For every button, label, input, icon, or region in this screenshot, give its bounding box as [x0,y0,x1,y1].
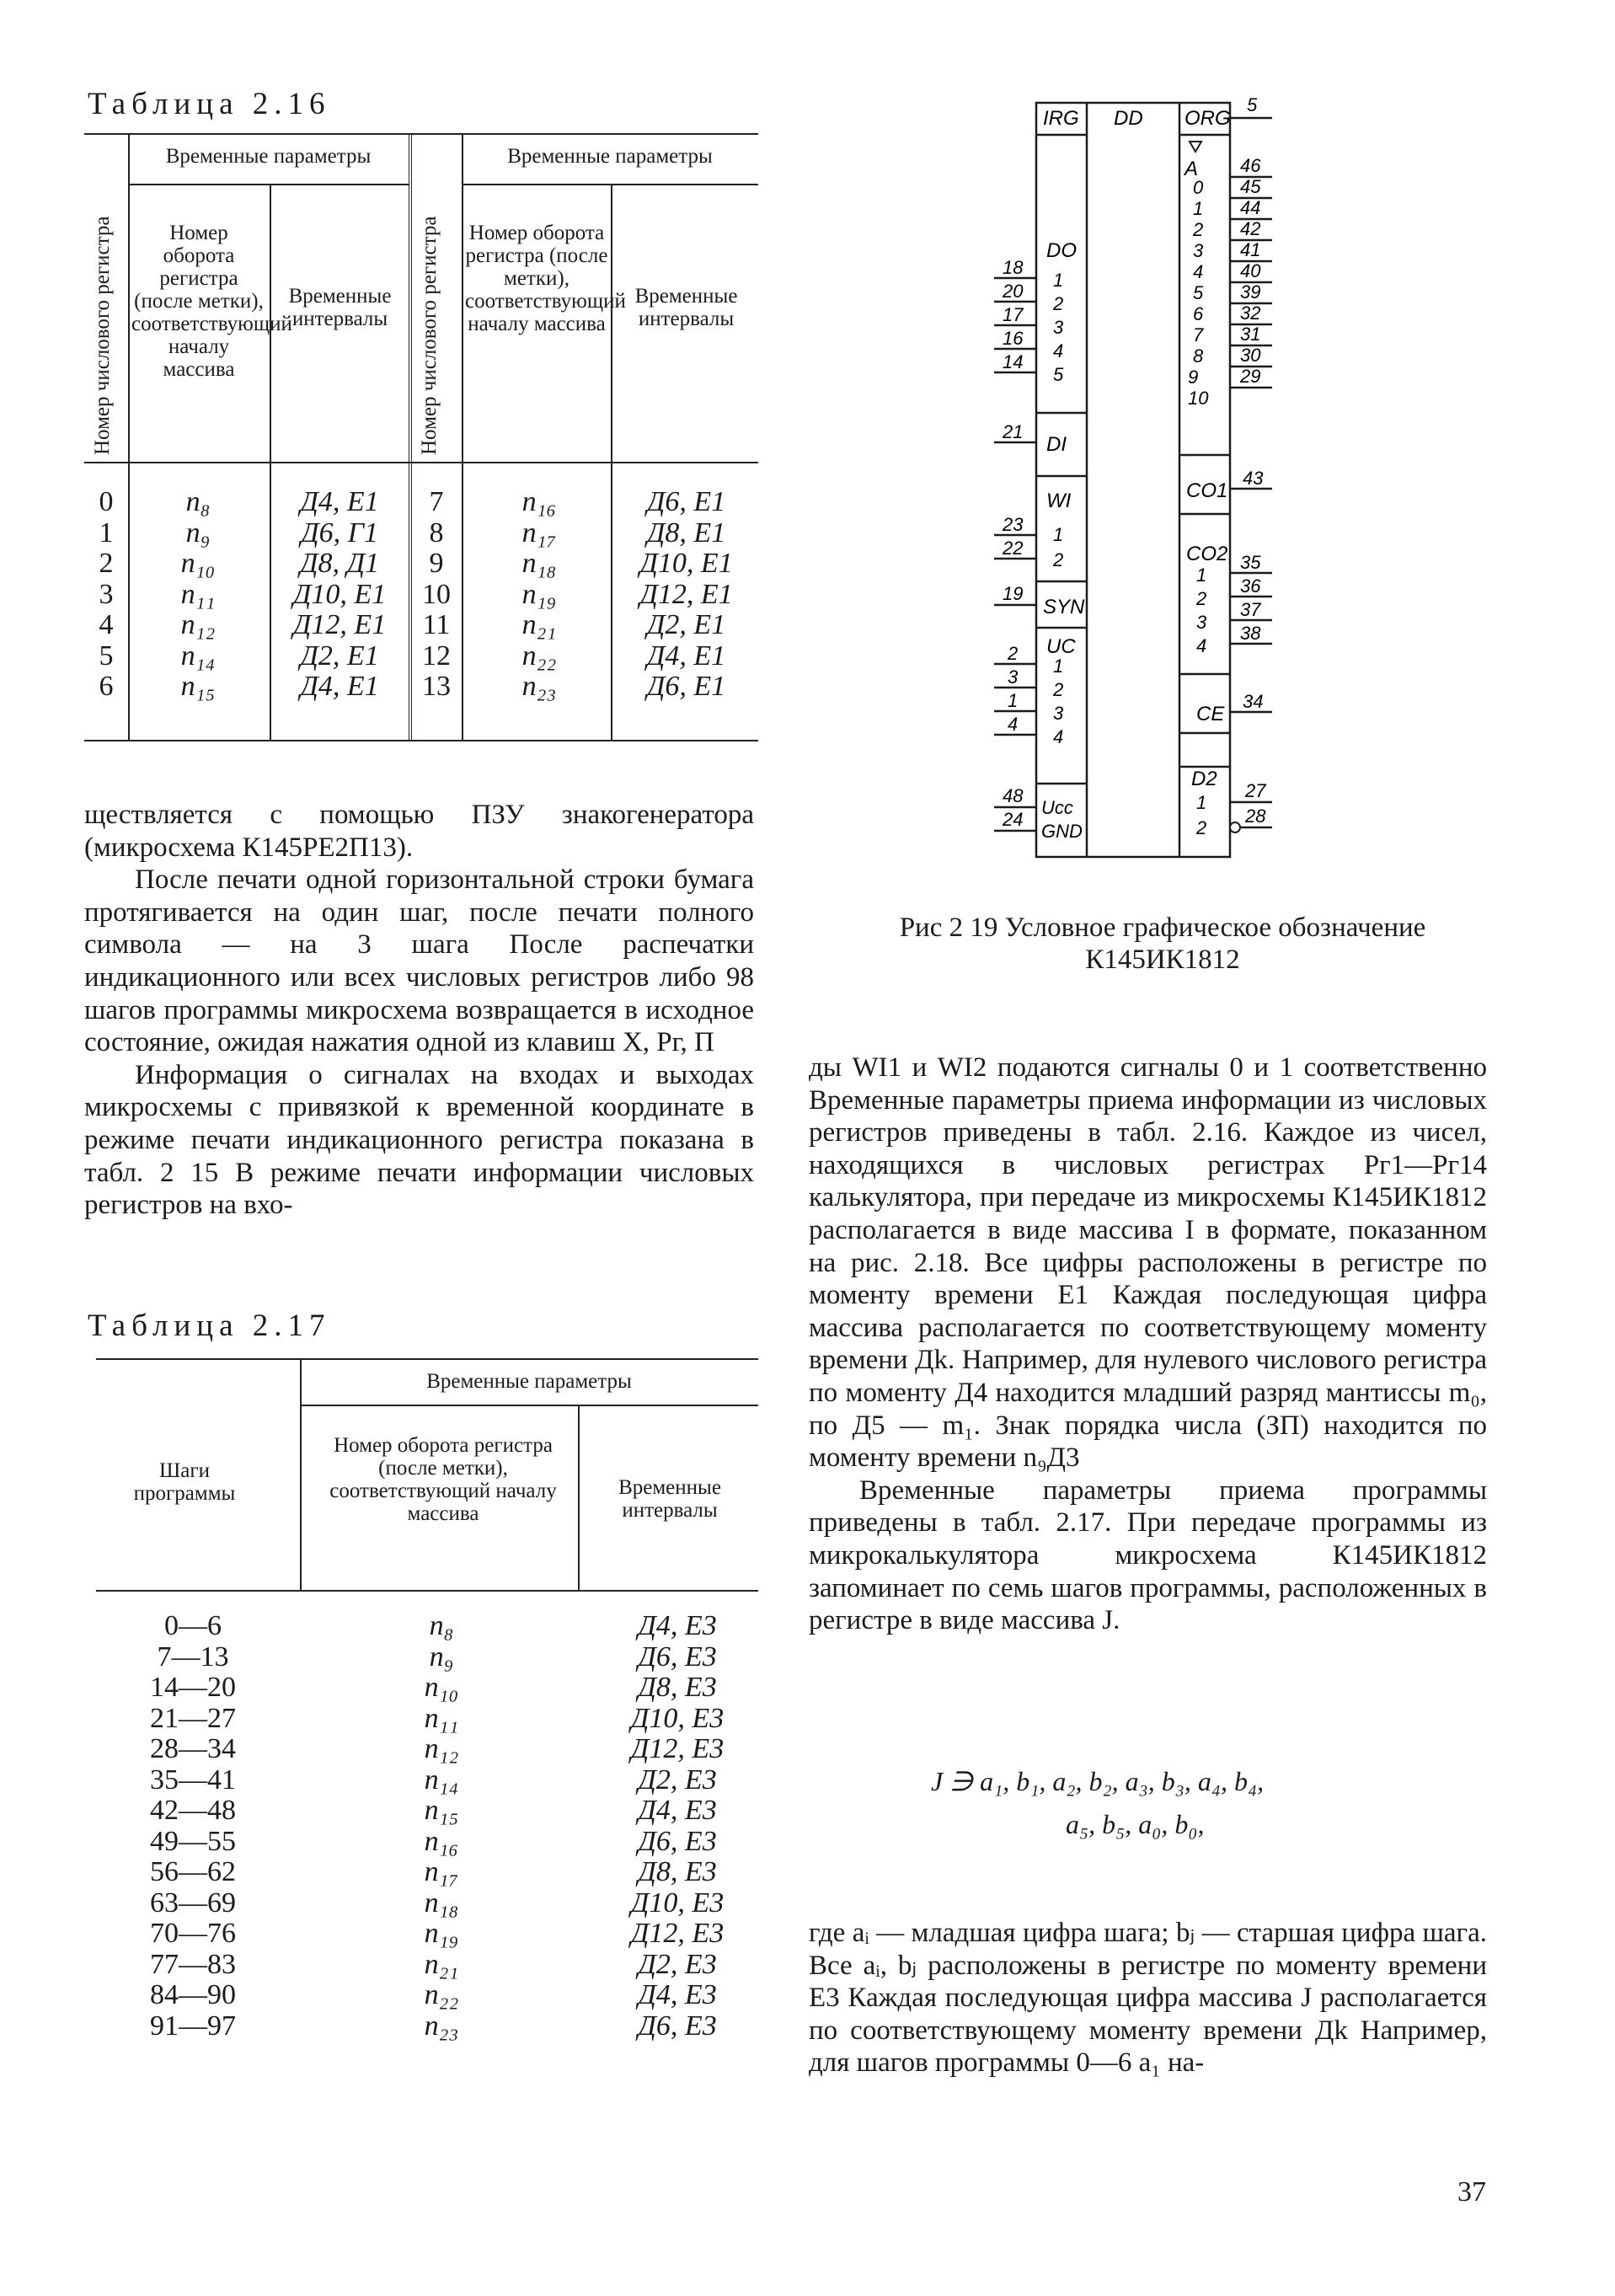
pin-label: 28 [1245,805,1266,827]
pin-label: 44 [1240,197,1261,218]
table-cell: Д8, Е3 [638,1856,717,1887]
pin-label: 22 [1003,538,1024,559]
table-cell: Д2, Е1 [300,640,379,672]
a-digit: 8 [1193,345,1204,367]
table-cell: Д8, Е3 [638,1672,717,1703]
a-digit: 7 [1193,324,1204,345]
pin-label: 34 [1243,691,1264,712]
pin-label: 3 [1008,666,1019,688]
pin-label: 40 [1240,260,1261,281]
table-cell: Д12, Е3 [630,1918,725,1949]
table-cell: Д2, Е3 [638,1763,717,1796]
pin-label: 41 [1240,239,1261,260]
a-digit: 0 [1193,177,1204,198]
table-cell: 56—62 [150,1856,236,1887]
gnd-label: GND [1041,821,1083,842]
table16-col-register-right: Номер числового регистра [418,216,441,455]
table-cell: n₁₅ [180,671,216,702]
page-number: 37 [1457,2176,1486,2208]
table-cell: Д2, Е1 [646,609,726,640]
table-cell: n₂₁ [424,1948,459,1980]
paragraph: ды WI1 и WI2 подаются сигналы 0 и 1 соответственно Временные параметры приема информации из числовых регистров приведены в табл. 2.16. Каждое из чисел, находящихся в числовых регистрах Рг1—Рг14 калькулятора, при передаче из микросхемы К145ИК1812 располагается в виде массива I в формате, показанном на рис. 2.18. Все цифры расположены в регистре по моменту времени Е1 Каждая последующая цифра массива располагается по соответствующему моменту времени Дk. Например, для нулевого числового регистра по моменту Д4 находится младший разряд мантиссы m₀, по Д5 — m₁. Знак порядка числа (ЗП) находится по моменту времени n₉Д3 [809,1052,1487,1474]
table16-right-registers [414,487,458,703]
table16-right-intervals [617,487,756,703]
table-cell: 9 [429,548,444,579]
table-cell: 12 [422,640,451,672]
d2-label: D2 [1191,768,1217,790]
table-cell: 70—76 [150,1918,236,1949]
table17-group-header: Временные параметры [426,1370,632,1393]
table-cell: 0 [99,486,114,517]
pin-label: 14 [1003,351,1024,372]
pin-label: 45 [1240,176,1261,197]
uc-digit: 2 [1053,679,1064,700]
table-cell: 3 [99,578,114,610]
table-cell: n₁₁ [424,1702,459,1734]
table-cell: n₂₂ [521,640,557,672]
table-cell: 63—69 [150,1887,236,1919]
table-cell: n₁₄ [424,1763,459,1796]
a-label: A [1185,158,1199,180]
table-cell: Д12, Е1 [639,578,733,610]
table-cell: n₁₉ [424,1918,459,1949]
table16-col-intervals-left: Временные интервалы [288,285,392,330]
paragraph: После печати одной горизонтальной строки бумага протягивается на один шаг, после печати полного символа — на 3 шага После распечатки индикационного или всех числовых регистров либо 98 шагов программы микросхема возвращается в исходное состояние, ожидая нажатия одной из клавиш X, Рг, П [84,864,754,1058]
table-cell: 4 [99,609,114,640]
table-cell: Д12, Е3 [630,1733,725,1764]
table-cell: n₁₆ [521,486,557,517]
co1-label: CO1 [1186,479,1228,502]
pin-label: 21 [1003,421,1024,442]
table-cell: Д4, Е1 [646,640,726,672]
table-cell: 2 [99,548,114,579]
d2-digit: 1 [1196,792,1207,813]
table17-revolutions [374,1611,509,2042]
pin-label: 31 [1240,324,1261,345]
pin-label: 30 [1240,345,1261,366]
table-cell: n₁₄ [180,640,216,672]
chip-diagram [969,84,1323,868]
co2-digit: 2 [1196,588,1207,609]
table-cell: 1 [99,516,114,549]
formula-line: a₅, b₅, a₀, b₀, [1066,1809,1205,1839]
table-cell: 6 [99,671,114,702]
table-cell: Д4, Е1 [300,486,379,517]
table16-right-revolutions [472,487,607,703]
table16-col-revolution-left: Номер оборота регистра (после метки), соответствующий началу массива [131,222,292,381]
table-cell: 8 [429,516,444,549]
a-digit: 10 [1188,388,1209,409]
right-column-text-top [809,1052,1487,1637]
table17-caption: Таблица 2.17 [88,1309,331,1343]
table-cell: Д10, Е1 [639,548,733,579]
pin-label: 46 [1240,155,1261,176]
table-cell: n₁₂ [180,609,216,640]
pin-label: 39 [1240,281,1261,302]
table16-left-registers [89,487,123,703]
table17-col-intervals: Временные интервалы [618,1476,721,1522]
table16 [84,133,758,740]
pin-label: 35 [1240,552,1261,573]
table-cell: Д10, Е3 [630,1702,725,1734]
table-cell: 28—34 [150,1733,236,1764]
table-cell: Д6, Е3 [638,1825,717,1857]
table-cell: Д8, Д1 [299,548,380,579]
formula-line: J ∋ a₁, b₁, a₂, b₂, a₃, b₃, a₄, b₄, [931,1766,1265,1796]
do-digit: 1 [1053,270,1064,291]
table-cell: 0—6 [164,1610,222,1641]
paragraph: Информация о сигналах на входах и выходах микросхемы с привязкой к временной координате в режиме печати индикационного регистра показана в табл. 2 15 В режиме печати информации числовых регистров на вхо- [84,1059,754,1221]
table-cell: 84—90 [150,1979,236,2010]
do-label: DO [1046,239,1077,262]
table-cell: n₁₀ [424,1672,459,1703]
table-cell: 49—55 [150,1825,236,1857]
a-digit: 2 [1193,219,1204,240]
do-digit: 2 [1053,293,1064,314]
pin-label: 29 [1240,366,1261,387]
table-cell: Д6, Е3 [638,1640,717,1672]
di-label: DI [1046,433,1067,456]
figure-caption-line: Рис 2 19 Условное графическое обозначение [899,913,1426,943]
pin-label: 37 [1240,599,1261,620]
paragraph: Временные параметры приема программы приведены в табл. 2.17. При передаче программы из микрокалькулятора микросхема К145ИК1812 запоминает по семь шагов программы, расположенных в регистре в виде массива J. [809,1474,1487,1636]
pin-label: 2 [1008,643,1019,664]
table-cell: n₂₃ [424,2010,459,2042]
table-cell: Д4, Е1 [300,671,379,702]
uc-digit: 3 [1053,703,1064,724]
pin-label: 43 [1243,468,1264,489]
table16-col-intervals-right: Временные интервалы [634,285,738,330]
table17-steps [113,1611,273,2042]
table-cell: n₈ [185,486,211,517]
table16-col-revolution-right: Номер оборота регистра (после метки), соответствующий началу массива [465,222,626,335]
table-cell: 77—83 [150,1948,236,1980]
pin-label: 5 [1247,94,1258,115]
table-cell: n₁₈ [424,1887,459,1919]
table17-col-steps: Шаги программы [133,1459,236,1505]
co2-digit: 4 [1196,635,1207,656]
table-cell: n₁₅ [424,1795,459,1826]
table-cell: n₁₂ [424,1733,459,1764]
uc-label: UC [1046,635,1076,658]
table-cell: Д2, Е3 [638,1948,717,1980]
table-cell: 42—48 [150,1795,236,1826]
pin-label: 18 [1003,257,1024,278]
table-cell: Д10, Е1 [292,578,387,610]
do-digit: 4 [1053,340,1064,361]
table-cell: 13 [422,671,451,702]
table-cell: Д4, Е3 [638,1610,717,1641]
table-cell: n₂₁ [521,609,557,640]
table-cell: 35—41 [150,1763,236,1796]
a-digit: 9 [1188,367,1199,388]
pin-label: 1 [1008,690,1019,711]
table16-col-register-left: Номер числового регистра [91,216,114,455]
pin-label: 48 [1003,785,1024,806]
table-cell: Д10, Е3 [630,1887,725,1919]
block-irg-label: IRG [1043,107,1079,130]
pin-label: 36 [1240,575,1261,597]
table-cell: Д12, Е1 [292,609,387,640]
table16-caption: Таблица 2.16 [88,87,331,121]
d2-digit: 2 [1196,817,1207,838]
pin-label: 32 [1240,302,1261,324]
table17-intervals [602,1611,753,2042]
paragraph: ществляется с помощью ПЗУ знакогенератора (микросхема К145РЕ2П13). [84,800,754,863]
do-digit: 3 [1053,317,1064,338]
table16-left-revolutions [135,487,261,703]
table16-group-header-right: Временные параметры [507,145,713,168]
right-column-text-bottom [809,1917,1487,2079]
co2-digit: 1 [1196,565,1207,586]
table-cell: n₁₇ [521,516,557,549]
table-cell: n₁₉ [521,578,557,610]
table16-left-intervals [276,487,403,703]
table-cell: Д4, Е3 [638,1795,717,1826]
table-cell: Д8, Е1 [646,516,726,549]
table17 [96,1358,758,2100]
table-cell: n₈ [429,1610,454,1641]
a-digit: 1 [1193,198,1204,219]
left-column-text [84,799,754,1222]
table-cell: 7—13 [157,1640,229,1672]
pin-label: 4 [1008,714,1019,735]
co2-digit: 3 [1196,612,1207,633]
pin-label: 20 [1003,281,1024,302]
table-cell: n₁₇ [424,1856,459,1887]
table-cell: 11 [422,609,451,640]
a-digit: 3 [1193,240,1204,261]
pin-label: 24 [1003,809,1024,830]
syn-label: SYN [1043,596,1085,618]
table-cell: 10 [422,578,451,610]
wi-digit: 2 [1053,549,1064,570]
table-cell: n₁₁ [180,578,216,610]
block-dd-label: DD [1114,107,1143,130]
table-cell: n₉ [185,516,211,549]
table-cell: Д4, Е3 [638,1979,717,2010]
ce-label: CE [1196,703,1225,725]
table-cell: 91—97 [150,2010,236,2042]
table-cell: Д6, Е1 [646,486,726,517]
block-org-label: ORG [1185,107,1231,130]
pin-label: 27 [1245,780,1266,801]
table-cell: Д6, Е3 [638,2010,717,2042]
ucc-label: Ucc [1041,797,1073,818]
pin-label: 19 [1003,583,1024,604]
table-cell: 5 [99,640,114,672]
table-cell: n₂₂ [424,1979,459,2010]
table17-col-revolution: Номер оборота регистра (после метки), соответствующий началу массива [329,1434,557,1525]
table-cell: n₂₃ [521,671,557,702]
formula [931,1765,1479,1840]
table-cell: Д6, Г1 [301,516,378,549]
a-digit: 4 [1193,261,1204,282]
table-cell: n₁₀ [180,548,216,579]
pin-label: 17 [1003,304,1024,325]
figure-caption [800,912,1525,976]
table-cell: n₁₆ [424,1825,459,1857]
wi-digit: 1 [1053,524,1064,545]
do-digit: 5 [1053,364,1064,385]
pin-label: 23 [1003,514,1024,535]
figure-caption-line: К145ИК1812 [1085,945,1240,975]
co2-label: CO2 [1186,543,1228,565]
pin-label: 38 [1240,623,1261,644]
a-digit: 5 [1193,282,1204,303]
paragraph: где aᵢ — младшая цифра шага; bⱼ — старшая цифра шага. Все aᵢ, bⱼ расположены в регистре по моменту времени Е3 Каждая последующая цифра массива J располагается по соответствующему моменту времени Дk Например, для шагов программы 0—6 a₁ на- [809,1918,1487,2079]
table-cell: Д6, Е1 [646,671,726,702]
table-cell: 14—20 [150,1672,236,1703]
pin-label: 16 [1003,328,1024,349]
pin-label: 42 [1240,218,1261,239]
table-cell: 7 [429,486,444,517]
uc-digit: 1 [1053,656,1064,677]
uc-digit: 4 [1053,726,1064,747]
wi-label: WI [1046,490,1072,512]
a-digit: 6 [1193,303,1204,324]
table-cell: 21—27 [150,1702,236,1734]
table16-group-header-left: Временные параметры [165,145,372,168]
table-cell: n₉ [429,1640,454,1672]
table-cell: n₁₈ [521,548,557,579]
